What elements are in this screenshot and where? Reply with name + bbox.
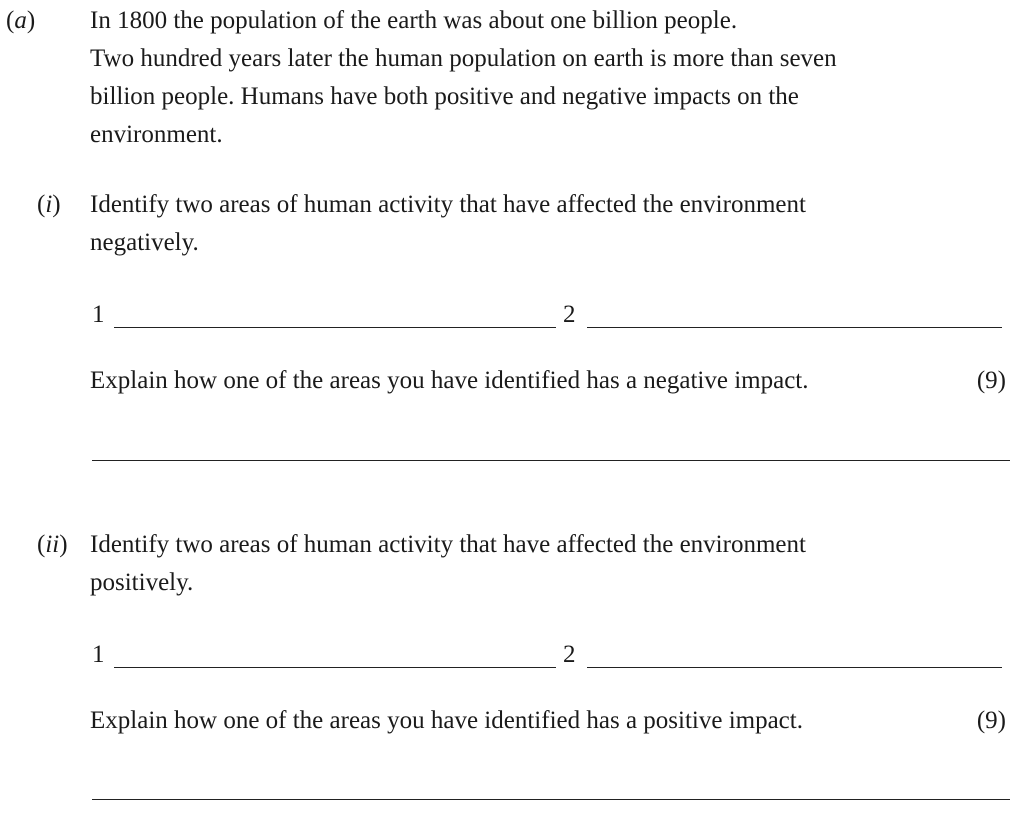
sub-i-answer-1-label: 1: [92, 301, 105, 328]
sub-i-explain-line[interactable]: [92, 460, 1010, 461]
sub-ii-label: [37, 526, 68, 564]
question-line: positively.: [90, 569, 194, 596]
label-paren-open: (: [6, 7, 15, 34]
label-roman: ii: [45, 531, 60, 558]
sub-ii-answer-2-label: 2: [563, 641, 576, 668]
intro-line: Two hundred years later the human population on earth is more than seven: [90, 45, 837, 72]
label-paren-close: ): [52, 191, 61, 218]
label-paren-open: (: [37, 531, 46, 558]
sub-i-label: [37, 186, 61, 224]
label-letter: a: [14, 7, 27, 34]
question-line: Identify two areas of human activity that have affected the environment: [90, 191, 806, 218]
sub-ii-answer-1-label: 1: [92, 641, 105, 668]
part-a-intro: [90, 2, 837, 154]
sub-ii-answer-1-line[interactable]: [114, 667, 556, 668]
sub-i-marks: (9): [976, 367, 1006, 394]
label-roman: i: [45, 191, 53, 218]
intro-line: environment.: [90, 121, 223, 148]
sub-ii-explain: Explain how one of the areas you have identified has a positive impact.: [90, 707, 803, 734]
part-a-label: [6, 2, 35, 40]
sub-i-question: [90, 186, 806, 262]
label-paren-close: ): [26, 7, 36, 34]
label-paren-close: ): [59, 531, 68, 558]
intro-line: In 1800 the population of the earth was about one billion people.: [90, 7, 738, 34]
sub-i-answer-1-line[interactable]: [114, 327, 556, 328]
intro-line: billion people. Humans have both positive and negative impacts on the: [90, 83, 799, 110]
sub-ii-answer-2-line[interactable]: [587, 667, 1002, 668]
question-line: Identify two areas of human activity that have affected the environment: [90, 531, 806, 558]
sub-ii-question: [90, 526, 806, 602]
question-line: negatively.: [90, 229, 199, 256]
label-paren-open: (: [37, 191, 46, 218]
sub-i-answer-2-label: 2: [563, 301, 576, 328]
sub-i-explain: Explain how one of the areas you have identified has a negative impact.: [90, 367, 809, 394]
sub-ii-explain-line[interactable]: [92, 799, 1010, 800]
sub-ii-marks: (9): [976, 707, 1006, 734]
sub-i-answer-2-line[interactable]: [587, 327, 1002, 328]
